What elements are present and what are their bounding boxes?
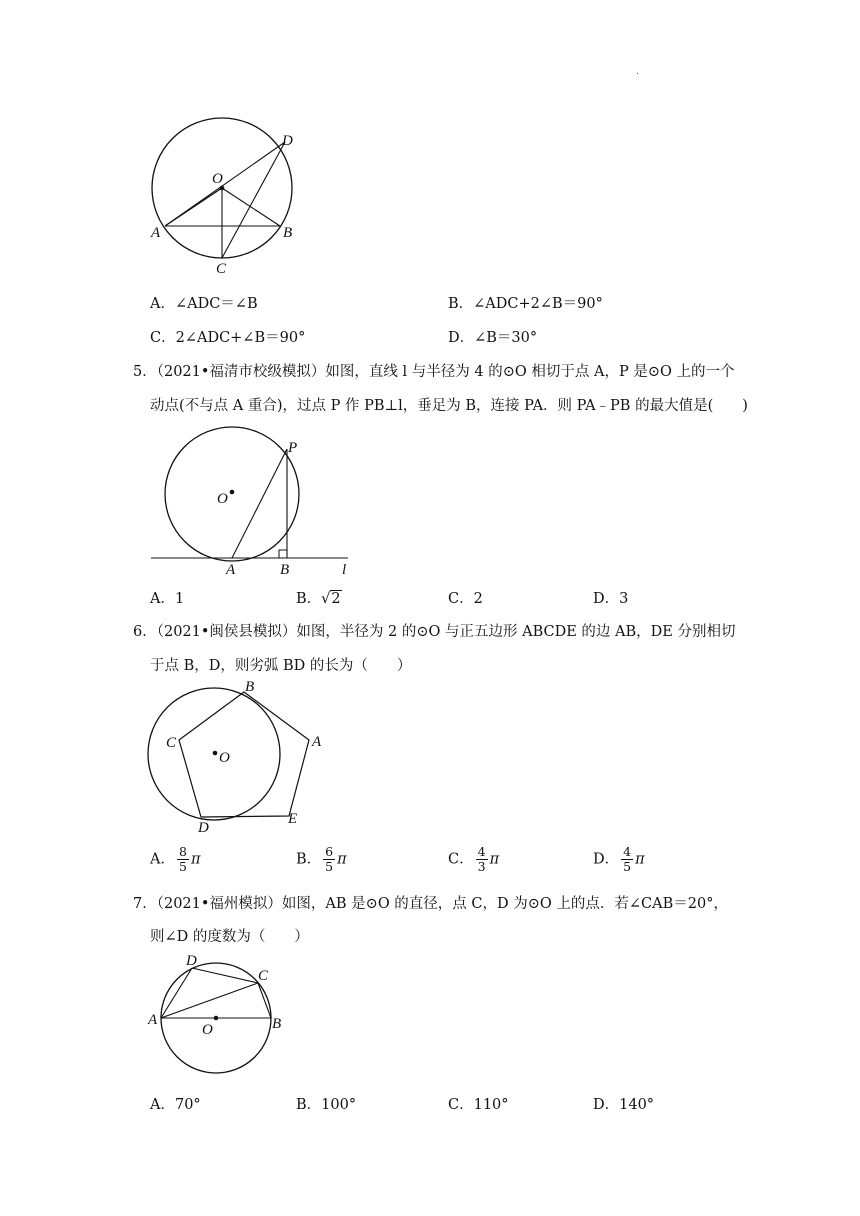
q6-option-a-fraction <box>177 845 189 874</box>
fraction-denominator: 5 <box>623 859 632 874</box>
q5-label-A: A <box>226 562 236 578</box>
q6-pentagon <box>179 692 309 817</box>
q5-option-b-prefix: B． <box>296 591 322 607</box>
q4-label-B: B <box>283 225 293 241</box>
q5-option-b[interactable] <box>296 587 342 608</box>
q6-option-c[interactable] <box>448 845 499 874</box>
q6-option-c-fraction <box>476 845 488 874</box>
q4-option-c[interactable]: C．2∠ADC+∠B＝90° <box>150 330 306 346</box>
sqrt-symbol: √2 <box>321 591 341 607</box>
q7-label-C: C <box>258 968 269 984</box>
q7-label-D: D <box>186 953 197 969</box>
fraction-numerator: 8 <box>178 844 187 859</box>
q4-label-A: A <box>151 225 161 241</box>
q7-stem-line1: 7．（2021•福州模拟）如图，AB 是⊙O 的直径，点 C，D 为⊙O 上的点．若∠CAB＝20°， <box>133 896 728 912</box>
q5-stem-line2: 动点(不与点 A 重合)，过点 P 作 PB⊥l，垂足为 B，连接 PA．则 PA﹣PB 的最大值是( ) <box>150 398 748 414</box>
q6-option-a[interactable] <box>150 845 200 874</box>
q6-label-B: B <box>245 679 255 695</box>
fraction-numerator: 4 <box>623 844 632 859</box>
fraction-denominator: 5 <box>325 859 334 874</box>
q6-figure <box>145 675 345 835</box>
q6-option-d-fraction <box>621 845 633 874</box>
q5-label-P: P <box>288 440 298 456</box>
q7-label-O: O <box>202 1022 213 1038</box>
q7-figure <box>145 950 295 1080</box>
pi-symbol: π <box>190 851 201 868</box>
q6-option-b[interactable] <box>296 845 347 874</box>
q4-option-b[interactable]: B．∠ADC+2∠B＝90° <box>448 296 603 312</box>
q7-option-b[interactable]: B．100° <box>296 1097 357 1113</box>
q4-option-a[interactable]: A．∠ADC＝∠B <box>150 296 258 312</box>
q7-option-a[interactable]: A．70° <box>150 1097 201 1113</box>
pi-symbol: π <box>489 851 500 868</box>
pi-symbol: π <box>635 851 645 868</box>
q4-option-d[interactable]: D．∠B＝30° <box>448 330 538 346</box>
q6-label-D: D <box>198 820 209 836</box>
fraction-denominator: 3 <box>477 859 486 874</box>
q7-option-c[interactable]: C．110° <box>448 1097 509 1113</box>
q4-label-O: O <box>212 171 223 187</box>
q7-stem-line2: 则∠D 的度数为（ ） <box>150 929 309 945</box>
q6-label-E: E <box>288 811 298 827</box>
q7-option-d[interactable]: D．140° <box>593 1097 655 1113</box>
q6-label-O: O <box>219 750 230 766</box>
q6-option-d-prefix: D． <box>593 851 620 868</box>
q6-option-b-fraction <box>323 845 335 874</box>
q6-label-A: A <box>312 734 322 750</box>
q4-label-C: C <box>216 261 227 277</box>
q5-label-l: l <box>342 562 347 578</box>
header-dot: . <box>636 66 640 77</box>
q4-figure <box>140 125 320 285</box>
q5-figure <box>148 428 363 578</box>
fraction-numerator: 6 <box>325 844 334 859</box>
q6-label-C: C <box>166 735 177 751</box>
fraction-denominator: 5 <box>178 859 187 874</box>
pi-symbol: π <box>337 851 347 868</box>
q5-option-c[interactable]: C．2 <box>448 591 483 607</box>
q7-label-A: A <box>148 1012 158 1028</box>
q5-option-d[interactable]: D．3 <box>593 591 629 607</box>
q5-label-B: B <box>280 562 290 578</box>
q5-stem-line1: 5．（2021•福清市校级模拟）如图，直线 l 与半径为 4 的⊙O 相切于点 A，P 是⊙O 上的一个 <box>133 364 735 380</box>
q6-option-b-prefix: B． <box>296 851 322 868</box>
q5-option-a[interactable]: A．1 <box>150 591 185 607</box>
q6-option-a-prefix: A． <box>150 851 175 868</box>
q6-stem-line1: 6．（2021•闽侯县模拟）如图，半径为 2 的⊙O 与正五边形 ABCDE 的边 AB，DE 分别相切 <box>133 624 736 640</box>
q5-label-O: O <box>217 491 228 507</box>
fraction-numerator: 4 <box>477 844 486 859</box>
q6-stem-line2: 于点 B，D，则劣弧 BD 的长为（ ） <box>150 658 412 674</box>
q6-option-d[interactable] <box>593 845 645 874</box>
q5-option-b-radicand: 2 <box>331 591 341 607</box>
q4-label-D: D <box>282 133 293 149</box>
q6-option-c-prefix: C． <box>448 851 474 868</box>
q7-label-B: B <box>272 1016 282 1032</box>
